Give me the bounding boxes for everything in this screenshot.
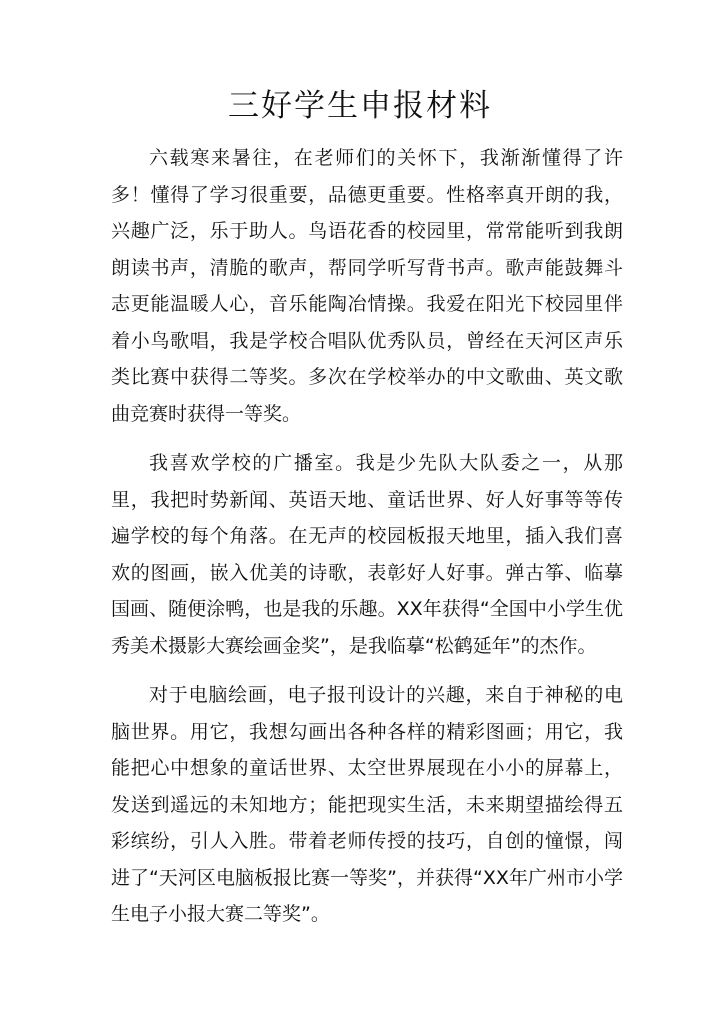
- paragraph-2: 我喜欢学校的广播室。我是少先队大队委之一，从那里，我把时势新闻、英语天地、童话世界、好人好事等等传遍学校的每个角落。在无声的校园板报天地里，插入我们喜欢的图画，嵌入优美的诗歌，表彰好人好事。弹古筝、临摹国画、随便涂鸭，也是我的乐趣。XX年获得“全国中小学生优秀美术摄影大赛绘画金奖”，是我临摹“松鹤延年”的杰作。: [111, 452, 623, 657]
- document-body: [111, 140, 623, 946]
- paragraph-1: 六载寒来暑往，在老师们的关怀下，我渐渐懂得了许多！懂得了学习很重要，品德更重要。性格率真开朗的我，兴趣广泛，乐于助人。鸟语花香的校园里，常常能听到我朗朗读书声，清脆的歌声，帮同学听写背书声。歌声能鼓舞斗志更能温暖人心，音乐能陶冶情操。我爱在阳光下校园里伴着小鸟歌唱，我是学校合唱队优秀队员，曾经在天河区声乐类比赛中获得二等奖。多次在学校举办的中文歌曲、英文歌曲竞赛时获得一等奖。: [111, 147, 623, 425]
- document-title: 三好学生申报材料: [228, 88, 492, 124]
- paragraph-3: 对于电脑绘画，电子报刊设计的兴趣，来自于神秘的电脑世界。用它，我想勾画出各种各样的精彩图画；用它，我能把心中想象的童话世界、太空世界展现在小小的屏幕上，发送到遥远的未知地方；能把现实生活，未来期望描绘得五彩缤纷，引人入胜。带着老师传授的技巧，自创的憧憬，闯进了“天河区电脑板报比赛一等奖”，并获得“XX年广州市小学生电子小报大赛二等奖”。: [111, 684, 623, 925]
